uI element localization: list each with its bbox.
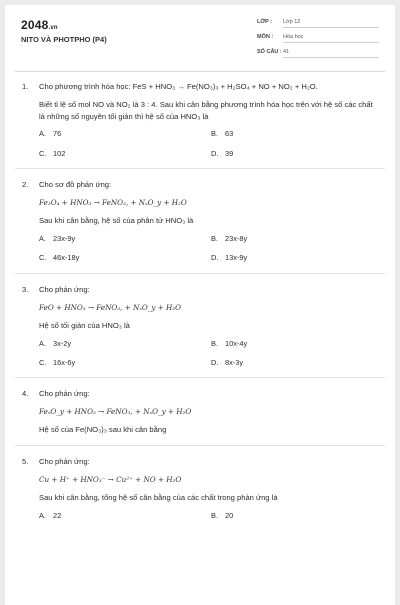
header-divider — [15, 71, 385, 72]
question-5 — [5, 456, 395, 521]
option-b[interactable]: B. 63 — [211, 129, 234, 139]
worksheet-header — [5, 5, 395, 69]
question-number: 4. — [22, 389, 29, 399]
question-1 — [5, 81, 395, 159]
question-text-detail: Biết tỉ lệ số mol NO và NO₂ là 3 : 4. Sau khi cân bằng phương trình hóa học trên với hệ số các chất là những số nguyên tối giản thì hệ số của HNO₃ là — [39, 99, 373, 121]
option-a[interactable]: A. 76 — [39, 129, 62, 139]
question-text-detail: Hệ số của Fe(NO₃)₃ sau khi cân bằng — [39, 425, 167, 435]
question-divider — [15, 168, 385, 169]
question-divider — [15, 273, 385, 274]
option-b[interactable]: B. 23x-8y — [211, 233, 248, 243]
reaction-formula: FeₓO_y + HNO₃ → FeNO₃, + NₓO_y + H₂O — [39, 407, 192, 417]
question-number: 2. — [22, 180, 29, 190]
option-d[interactable]: D. 13x-9y — [211, 253, 248, 263]
question-number: 1. — [22, 82, 29, 91]
reaction-formula: Fe₃O₄ + HNO₃ → FeNO₃, + NₓO_y + H₂O — [39, 198, 187, 207]
worksheet-title: NITO VÀ PHOTPHO (P4) — [21, 35, 107, 44]
question-text: Cho phản ứng: — [39, 389, 90, 399]
reaction-formula: FeO + HNO₃ → FeNO₃, + NₓO_y + H₂O — [39, 302, 182, 312]
option-a[interactable]: A. 22 — [39, 510, 62, 520]
question-2 — [5, 179, 395, 264]
question-text: Cho phản ứng: — [39, 457, 90, 467]
option-d[interactable]: D. 39 — [211, 148, 234, 158]
question-number: 5. — [22, 457, 29, 467]
option-a[interactable]: A. 23x-9y — [39, 233, 76, 243]
option-b[interactable]: B. 20 — [211, 510, 234, 520]
question-4 — [5, 388, 395, 436]
question-list — [5, 81, 395, 521]
question-divider — [15, 377, 385, 378]
question-number: 3. — [22, 284, 29, 294]
reaction-formula: Cu + H⁺ + HNO₃⁻ → Cu²⁺ + NO + H₂O — [39, 474, 182, 484]
question-text: Cho sơ đồ phản ứng: — [39, 180, 112, 190]
site-logo[interactable]: 2048.vn — [21, 18, 58, 32]
option-d[interactable]: D. 8x-3y — [211, 358, 244, 368]
option-a[interactable]: A. 3x-2y — [39, 338, 72, 348]
meta-question-count: SỐ CÂU : 41 — [257, 49, 379, 58]
option-c[interactable]: C. 46x-18y — [39, 253, 80, 263]
question-text-detail: Sau khi cân bằng, hệ số của phân tử HNO₃ là — [39, 216, 194, 226]
question-divider — [15, 445, 385, 446]
option-c[interactable]: C. 102 — [39, 148, 66, 158]
question-text: Cho phản ứng: — [39, 284, 90, 294]
worksheet-page — [5, 5, 395, 605]
question-3 — [5, 284, 395, 369]
meta-class: LỚP : Lớp 12 — [257, 19, 379, 28]
question-text: Cho phương trình hóa học: FeS + HNO₃ → Fe(NO₃)₃ + H₂SO₄ + NO + NO₂ + H₂O. — [39, 82, 318, 91]
option-c[interactable]: C. 16x-6y — [39, 358, 76, 368]
question-text-detail: Hệ số tối giản của HNO₃ là — [39, 320, 130, 330]
option-b[interactable]: B. 10x-4y — [211, 338, 248, 348]
meta-subject: MÔN : Hóa học — [257, 34, 379, 43]
question-text-detail: Sau khi cân bằng, tổng hệ số cân bằng của các chất trong phản ứng là — [39, 493, 278, 503]
